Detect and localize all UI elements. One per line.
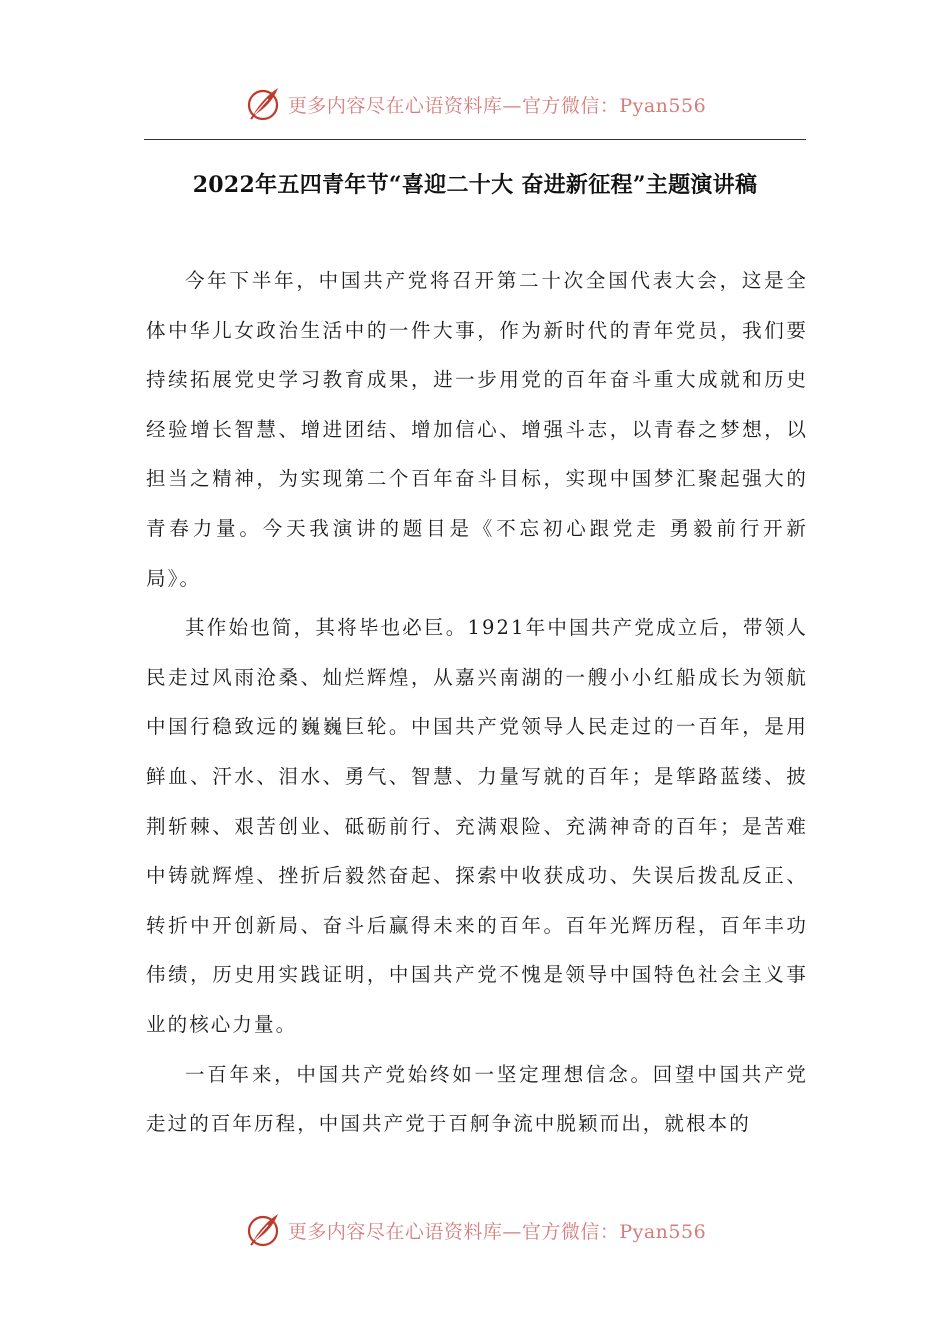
document-body xyxy=(146,256,808,1149)
header-divider xyxy=(144,139,806,140)
paragraph: 今年下半年，中国共产党将召开第二十次全国代表大会，这是全体中华儿女政治生活中的一件大事，作为新时代的青年党员，我们要持续拓展党史学习教育成果，进一步用党的百年奋斗重大成就和历史经验增长智慧、增进团结、增加信心、增强斗志，以青春之梦想，以担当之精神，为实现第二个百年奋斗目标，实现中国梦汇聚起强大的青春力量。今天我演讲的题目是《不忘初心跟党走 勇毅前行开新局》。 xyxy=(146,269,808,590)
feather-pen-circle-icon xyxy=(244,84,284,124)
banner-text: 更多内容尽在心语资料库—官方微信：Pyan556 xyxy=(287,1220,707,1243)
footer-banner xyxy=(0,1208,950,1252)
document-title: 2022年五四青年节“喜迎二十大 奋进新征程”主题演讲稿 xyxy=(192,172,758,198)
paragraph: 一百年来，中国共产党始终如一坚定理想信念。回望中国共产党走过的百年历程，中国共产党于百舸争流中脱颖而出，就根本的 xyxy=(146,1062,808,1136)
paragraph: 其作始也简，其将毕也必巨。1921年中国共产党成立后，带领人民走过风雨沧桑、灿烂辉煌，从嘉兴南湖的一艘小小红船成长为领航中国行稳致远的巍巍巨轮。中国共产党领导人民走过的一百年，是用鲜血、汗水、泪水、勇气、智慧、力量写就的百年；是筚路蓝缕、披荆斩棘、艰苦创业、砥砺前行、充满艰险、充满神奇的百年；是苦难中铸就辉煌、挫折后毅然奋起、探索中收获成功、失误后拨乱反正、转折中开创新局、奋斗后赢得未来的百年。百年光辉历程，百年丰功伟绩，历史用实践证明，中国共产党不愧是领导中国特色社会主义事业的核心力量。 xyxy=(146,616,808,1036)
header-banner xyxy=(0,82,950,126)
feather-pen-circle-icon xyxy=(244,1210,284,1250)
banner-text: 更多内容尽在心语资料库—官方微信：Pyan556 xyxy=(287,94,707,117)
